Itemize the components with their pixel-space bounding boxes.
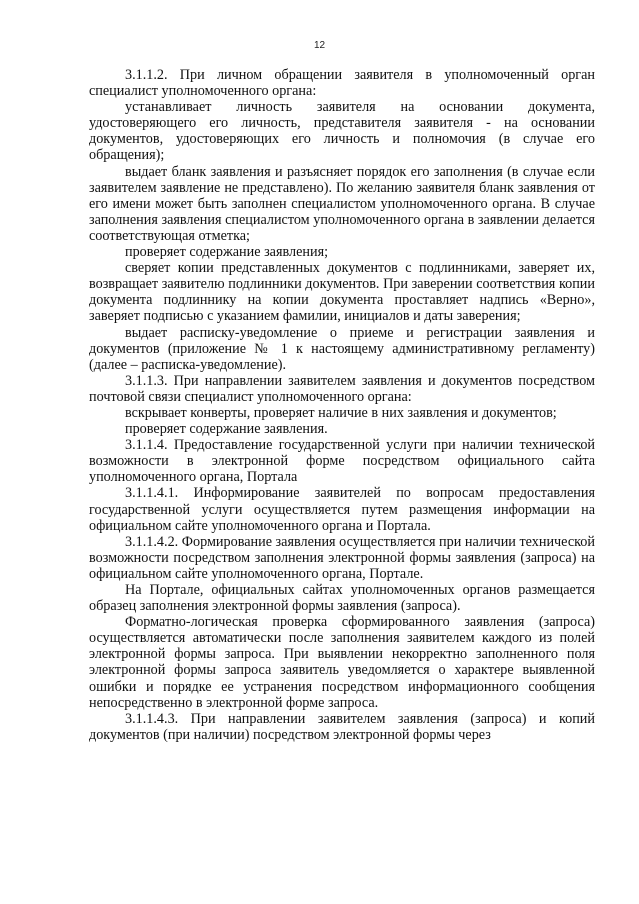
page-number: 12 bbox=[313, 40, 326, 51]
paragraph-3-1-1-3: 3.1.1.3. При направлении заявителем заявления и документов посредством почтовой связи специалист уполномоченного органа: bbox=[89, 372, 595, 405]
paragraph-check-content: проверяет содержание заявления; bbox=[125, 244, 329, 261]
paragraph-issue-form: выдает бланк заявления и разъясняет порядок его заполнения (в случае если заявителем заявление не представлено). По желанию заявителя бланк заявления от его имени может быть заполнен специалистом уполномоченного органа. В случае заполнения заявления специалистом уполномоченного органа в заявлении делается соответствующая отметка; bbox=[89, 163, 595, 244]
paragraph-portal-sample: На Портале, официальных сайтах уполномоченных органов размещается образец заполнения электронной формы заявления (запроса). bbox=[89, 582, 595, 615]
document-body bbox=[89, 67, 595, 743]
paragraph-3-1-1-4-3: 3.1.1.4.3. При направлении заявителем заявления (запроса) и копий документов (при наличии) посредством электронной формы через bbox=[89, 710, 595, 743]
paragraph-3-1-1-4-1: 3.1.1.4.1. Информирование заявителей по вопросам предоставления государственной услуги осуществляется путем размещения информации на официальном сайте уполномоченного органа и Портала. bbox=[89, 485, 595, 534]
paragraph-format-check: Форматно-логическая проверка сформированного заявления (запроса) осуществляется автоматически после заполнения заявителем каждого из полей электронной формы запроса. При выявлении некорректно заполненного поля электронной формы запроса заявитель уведомляется о характере выявленной ошибки и порядке ее устранения посредством информационного сообщения непосредственно в электронной форме запроса. bbox=[89, 614, 595, 711]
paragraph-3-1-1-4-2: 3.1.1.4.2. Формирование заявления осуществляется при наличии технической возможности посредством заполнения электронной формы заявления (запроса) на официальном сайте уполномоченного органа, Портале. bbox=[89, 533, 595, 582]
paragraph-issue-receipt: выдает расписку-уведомление о приеме и регистрации заявления и документов (приложение № 1 к настоящему административному регламенту) (далее – расписка-уведомление). bbox=[89, 324, 595, 373]
paragraph-identify-applicant: устанавливает личность заявителя на основании документа, удостоверяющего его личность, представителя заявителя - на основании документов, удостоверяющих его личность и полномочия (в случае его обращения); bbox=[89, 99, 595, 164]
paragraph-open-envelopes: вскрывает конверты, проверяет наличие в них заявления и документов; bbox=[125, 404, 557, 421]
paragraph-check-content-mail: проверяет содержание заявления. bbox=[125, 421, 328, 438]
paragraph-3-1-1-4: 3.1.1.4. Предоставление государственной услуги при наличии технической возможности в электронной форме посредством официального сайта уполномоченного органа, Портала bbox=[89, 437, 595, 486]
paragraph-3-1-1-2: 3.1.1.2. При личном обращении заявителя в уполномоченный орган специалист уполномоченного органа: bbox=[89, 67, 595, 100]
paragraph-verify-copies: сверяет копии представленных документов с подлинниками, заверяет их, возвращает заявителю подлинники документов. При заверении соответствия копии документа подлиннику на копии документа проставляет надпись «Верно», заверяет подписью с указанием фамилии, инициалов и даты заверения; bbox=[89, 260, 595, 325]
